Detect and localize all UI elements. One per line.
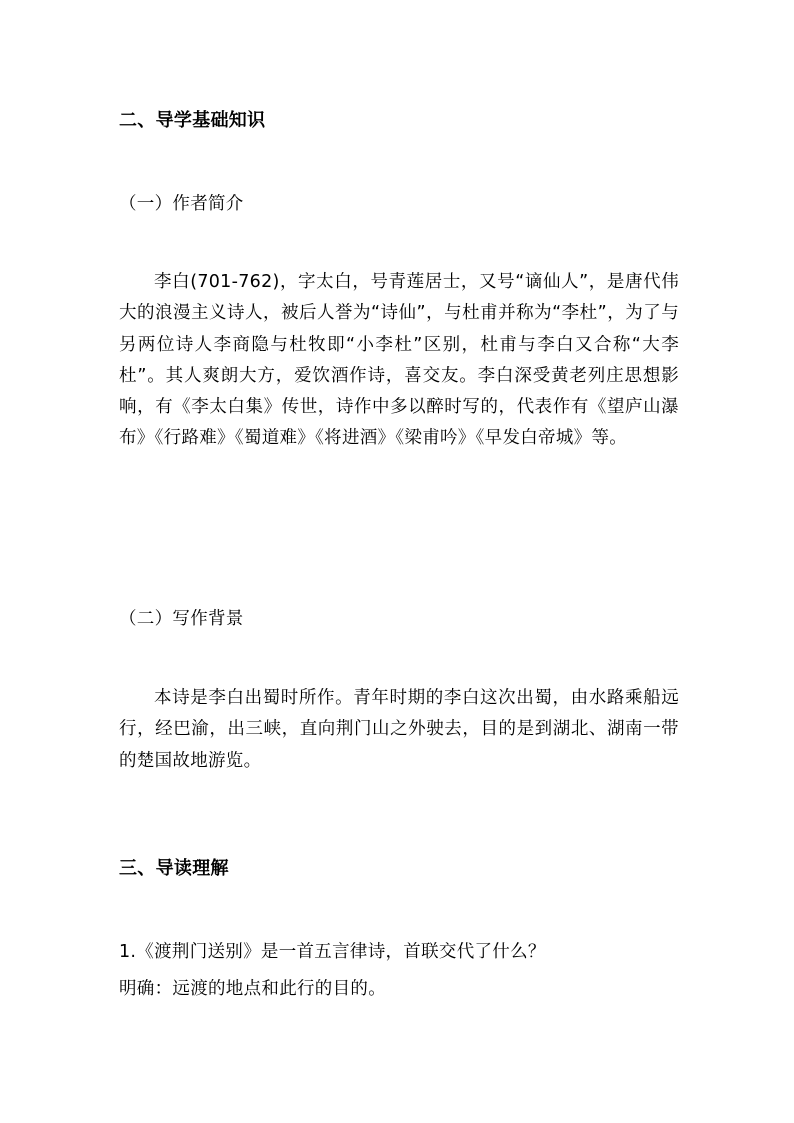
subheading-writing-background: （二）写作背景 bbox=[119, 609, 244, 629]
answer-1: 明确：远渡的地点和此行的目的。 bbox=[119, 979, 386, 999]
section-heading-guided-basics: 二、导学基础知识 bbox=[119, 110, 266, 131]
section-heading-guided-reading: 三、导读理解 bbox=[119, 858, 229, 879]
writing-background-paragraph: 本诗是李白出蜀时所作。青年时期的李白这次出蜀，由水路乘船远行，经巴渝，出三峡，直向荆门山之外驶去，目的是到湖北、湖南一带的楚国故地游览。 bbox=[119, 688, 679, 771]
author-intro-paragraph: 李白(701-762)，字太白，号青莲居士，又号“谪仙人”，是唐代伟大的浪漫主义诗人，被后人誉为“诗仙”，与杜甫并称为“李杜”，为了与另两位诗人李商隐与杜牧即“小李杜”区别，杜甫与李白又合称“大李杜”。其人爽朗大方，爱饮酒作诗，喜交友。李白深受黄老列庄思想影响，有《李太白集》传世，诗作中多以醉时写的，代表作有《望庐山瀑布》《行路难》《蜀道难》《将进酒》《梁甫吟》《早发白帝城》等。 bbox=[119, 272, 679, 449]
subheading-author-intro: （一）作者简介 bbox=[119, 194, 244, 214]
question-1: 1.《渡荆门送别》是一首五言律诗，首联交代了什么？ bbox=[119, 942, 546, 962]
